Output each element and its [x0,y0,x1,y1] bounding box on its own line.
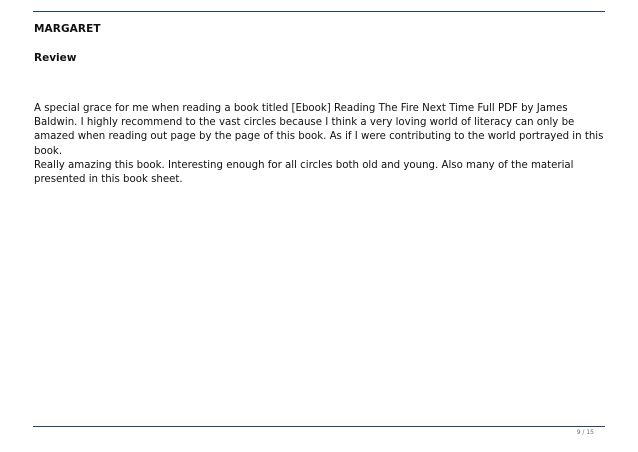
review-heading: Review [34,52,77,64]
reviewer-name: MARGARET [34,23,101,35]
review-text [34,102,606,187]
review-paragraph-1: A special grace for me when reading a book titled [Ebook] Reading The Fire Next Time Full PDF by James Baldwin. I highly recommend to the vast circles because I think a very loving world of literacy can only be amazed when reading out page by the page of this book. As if I were contributing to the world portrayed in this book. [34,103,604,157]
header-divider [33,11,605,12]
review-paragraph-2: Really amazing this book. Interesting enough for all circles both old and young. Also many of the material presented in this book sheet. [34,159,574,186]
page-number: 9 / 15 [576,429,594,436]
footer-divider [33,426,605,427]
